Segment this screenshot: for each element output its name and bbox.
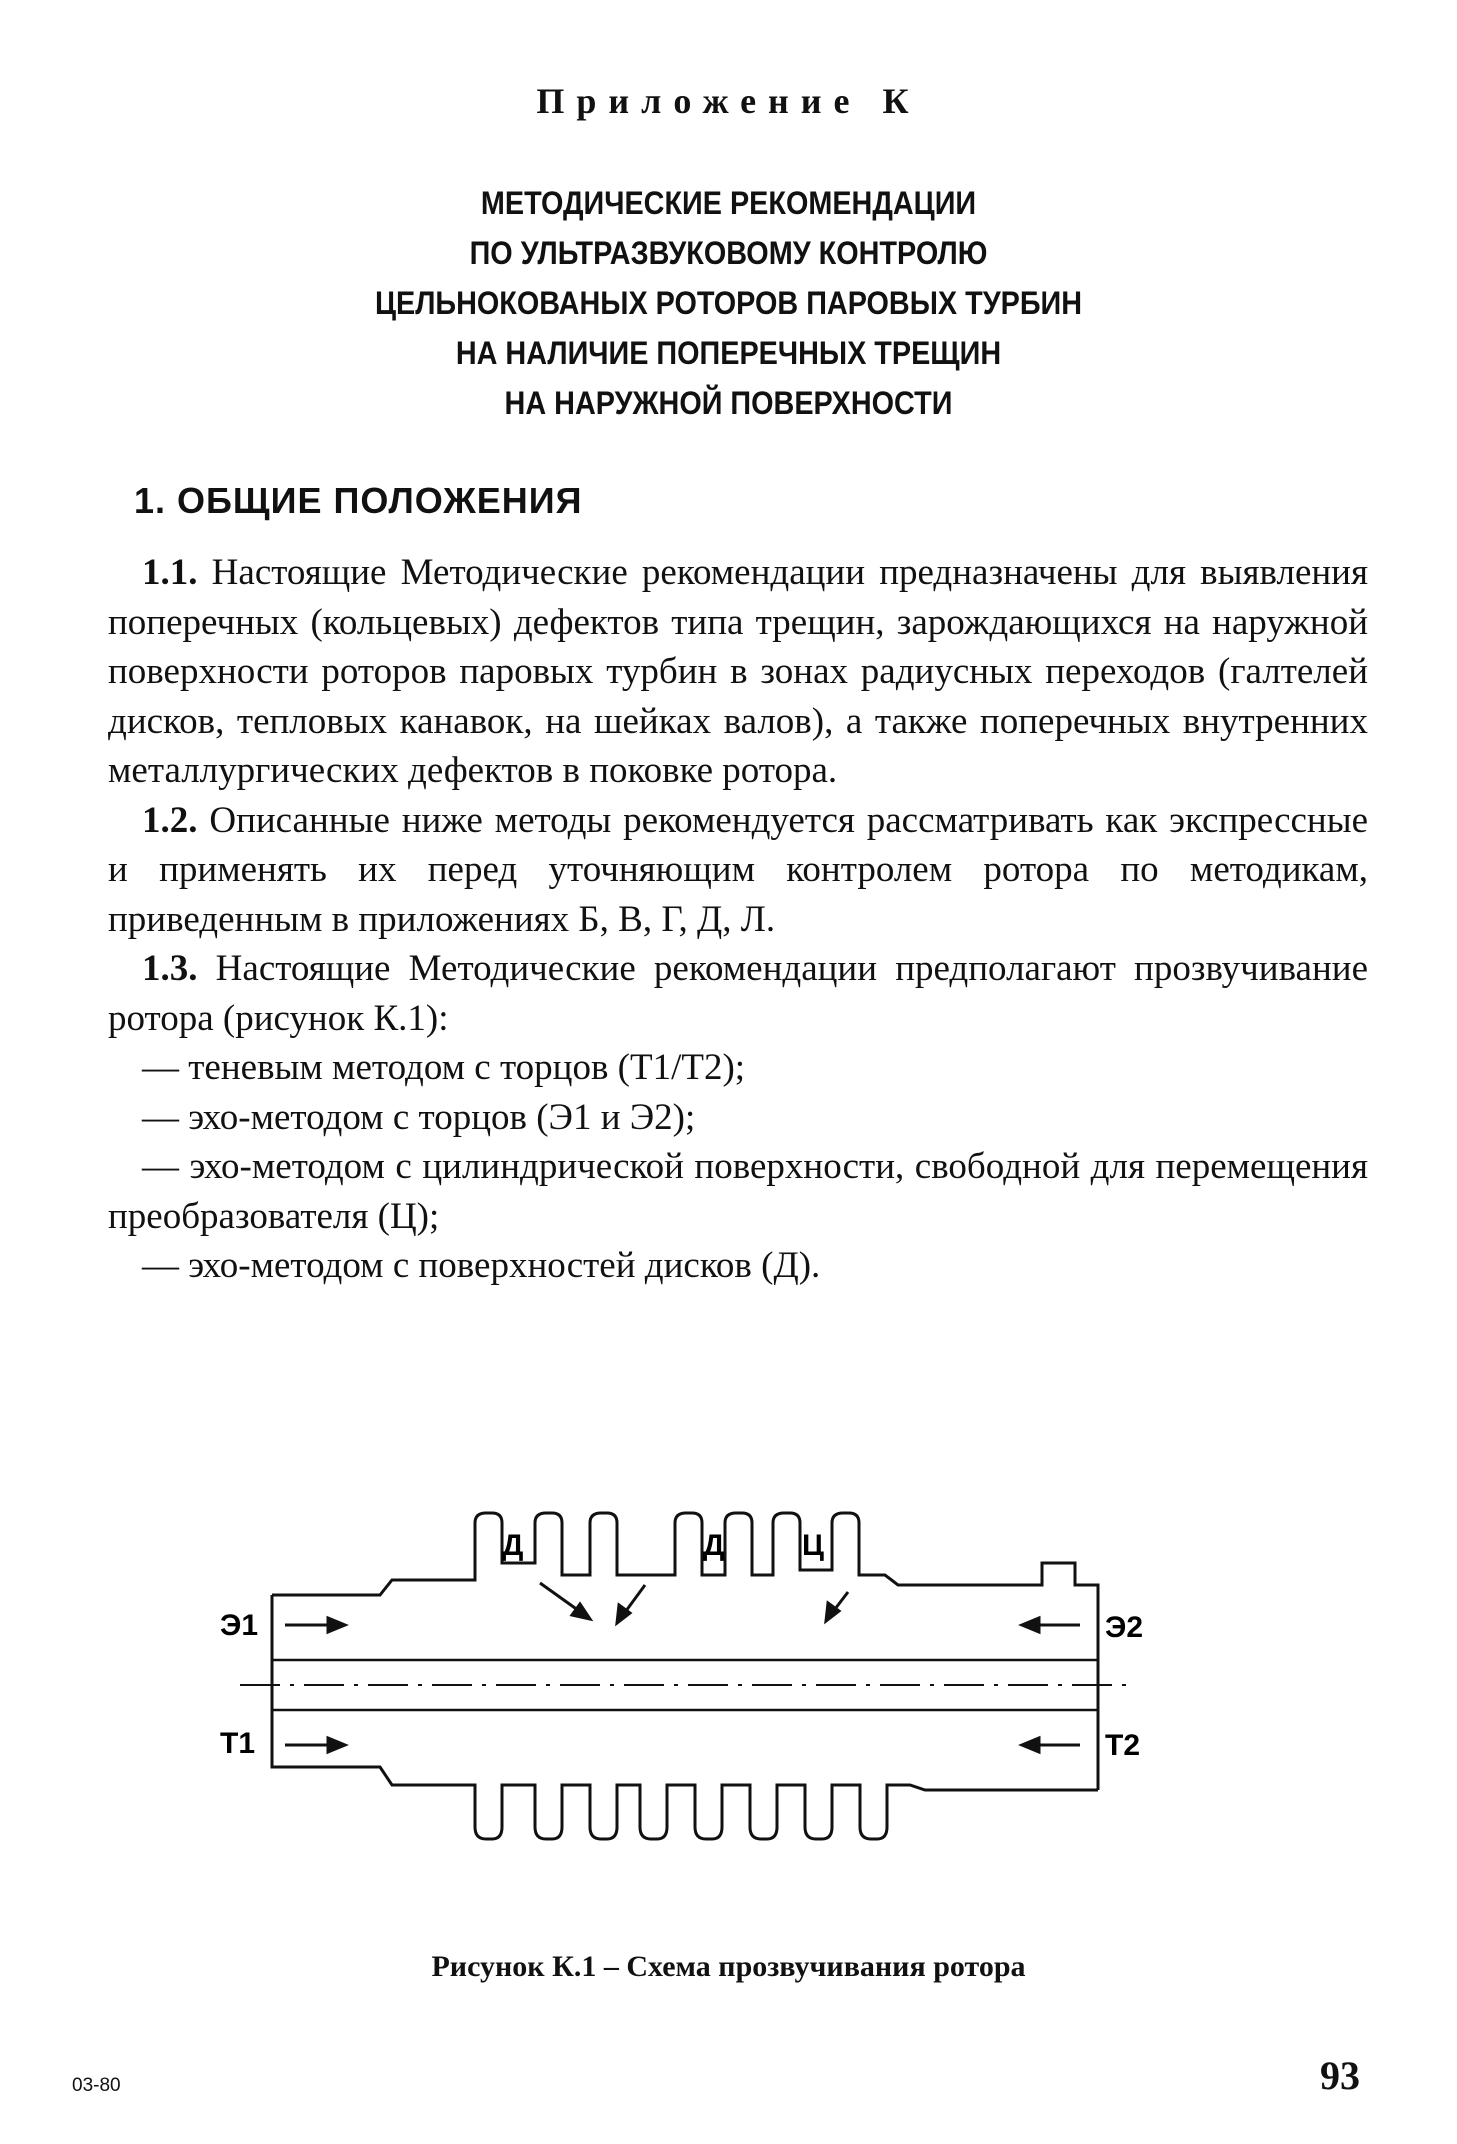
paragraph-1-1 [108, 548, 1368, 796]
figure-caption: Рисунок К.1 – Схема прозвучивания ротора [431, 1950, 1026, 1983]
label-d1: Д [502, 1529, 524, 1562]
list-item: — эхо-методом с торцов (Э1 и Э2); [142, 1096, 696, 1138]
label-t2: Т2 [1105, 1729, 1141, 1762]
section-heading: 1. ОБЩИЕ ПОЛОЖЕНИЯ [134, 480, 583, 521]
paragraph-number: 1.2. [142, 799, 198, 841]
rotor-bottom-outline [272, 1595, 1098, 1839]
body-text [108, 548, 1368, 1291]
arrow-e1-head [328, 1618, 345, 1632]
list-item: — эхо-методом с цилиндрической поверхности, свободной для перемещения преобразователя (Ц); [108, 1146, 1368, 1237]
rotor-top-outline [272, 1513, 1098, 1790]
title-line: НА НАЛИЧИЕ ПОПЕРЕЧНЫХ ТРЕЩИН [455, 335, 1002, 371]
rotor-scheme-figure [220, 1455, 1200, 1895]
arrow-e2-head [1022, 1618, 1039, 1632]
document-title [73, 178, 1384, 428]
label-c: Ц [802, 1529, 824, 1562]
arrow-t2-head [1022, 1738, 1039, 1752]
paragraph-text: Описанные ниже методы рекомендуется рассматривать как экспрессные и применять их перед уточняющим контролем ротора по методикам, приведенным в приложениях Б, В, Г, Д, Л. [108, 799, 1369, 940]
paragraph-number: 1.1. [142, 552, 198, 593]
title-line: МЕТОДИЧЕСКИЕ РЕКОМЕНДАЦИИ [480, 185, 977, 221]
title-line: ЦЕЛЬНОКОВАНЫХ РОТОРОВ ПАРОВЫХ ТУРБИН [374, 285, 1083, 321]
label-t1: Т1 [220, 1727, 256, 1760]
paragraph-1-3 [108, 944, 1368, 1043]
arrow-t1-head [328, 1738, 345, 1752]
list-item: — теневым методом с торцов (Т1/Т2); [142, 1047, 746, 1088]
rotor-scheme-drawing [220, 1455, 1200, 1895]
title-line: ПО УЛЬТРАЗВУКОВОМУ КОНТРОЛЮ [469, 235, 988, 271]
paragraph-number: 1.3. [142, 948, 198, 989]
paragraph-text: Настоящие Методические рекомендации предполагают прозвучивание ротора (рисунок К.1): [108, 948, 1369, 1039]
paragraph-text: Настоящие Методические рекомендации предназначены для выявления поперечных (кольцевых) дефектов типа трещин, зарождающихся на наружной поверхности роторов паровых турбин в зонах радиусных переходов (галтелей дисков, тепловых канавок, на шейках валов), а также поперечных внутренних металлургических дефектов в поковке ротора. [108, 552, 1368, 791]
title-line: НА НАРУЖНОЙ ПОВЕРХНОСТИ [504, 385, 953, 421]
label-d2: Д [703, 1529, 725, 1562]
page-number: 93 [1320, 2053, 1360, 2098]
paragraph-1-2 [108, 796, 1368, 945]
label-e2: Э2 [1105, 1611, 1144, 1644]
list-item: — эхо-методом с поверхностей дисков (Д). [142, 1245, 821, 1286]
label-e1: Э1 [220, 1609, 259, 1642]
footer-code: 03-80 [72, 2075, 121, 2096]
appendix-heading: Приложение К [536, 81, 921, 121]
